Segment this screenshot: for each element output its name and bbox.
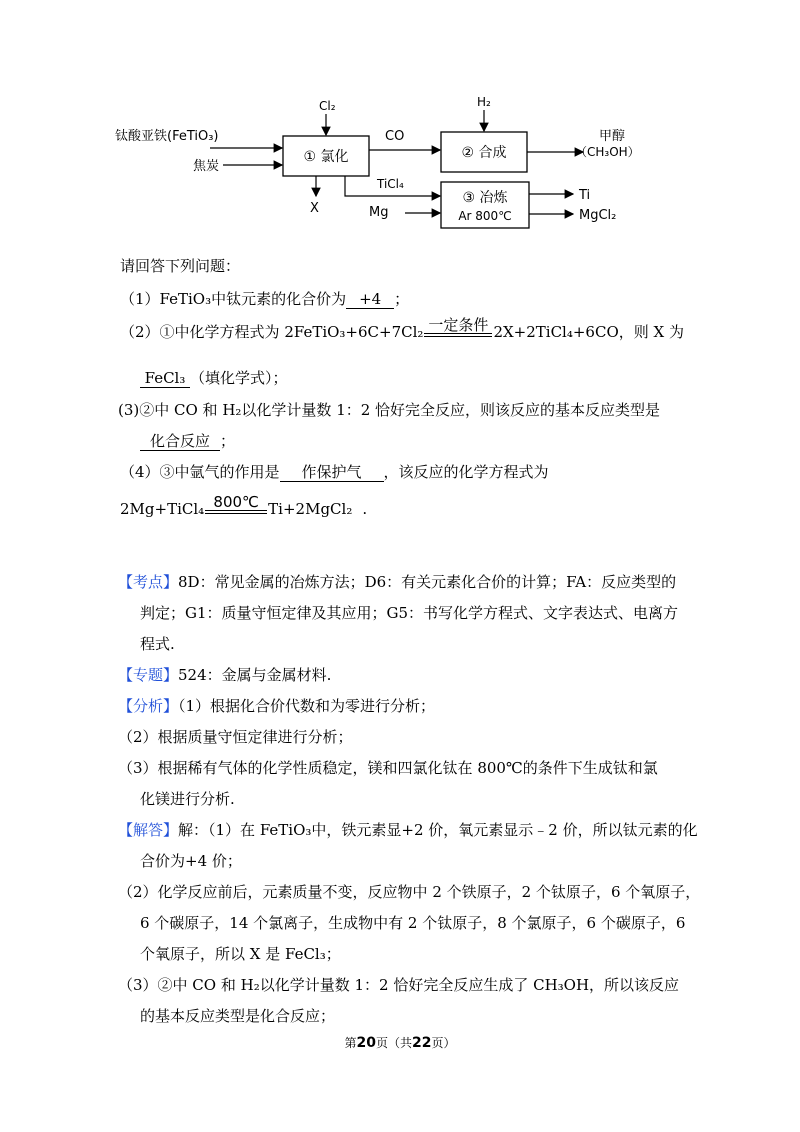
step3-label: ③ 冶炼 xyxy=(462,190,508,206)
question-3-answer-line xyxy=(140,431,235,451)
q1-text: （1）FeTiO₃中钛元素的化合价为 xyxy=(120,290,347,308)
page-footer xyxy=(0,1034,800,1051)
question-4-equation xyxy=(120,494,367,526)
kaodian-tag: 【考点】 xyxy=(118,573,179,591)
fenxi-tag: 【分析】 xyxy=(118,697,179,715)
co-label: CO xyxy=(385,129,405,144)
footer-page-number: 20 xyxy=(356,1035,376,1051)
jieda-text-1: 解：（1）在 FeTiO₃中，铁元素显+2 价，氧元素显示﹣2 价，所以钛元素的化 xyxy=(178,821,698,839)
eq-condition: 800℃ xyxy=(213,493,259,511)
mg-label: Mg xyxy=(369,205,389,220)
q4-equation-answer xyxy=(120,494,362,526)
step3-condition: Ar 800℃ xyxy=(458,209,512,223)
jieda-line-2: 合价为+4 价； xyxy=(140,852,242,870)
jieda-line-3: （2）化学反应前后，元素质量不变，反应物中 2 个铁原子，2 个钛原子，6 个氧原子， xyxy=(118,883,701,901)
zhuanti-line xyxy=(118,665,331,685)
mgcl2-label: MgCl₂ xyxy=(579,208,617,223)
eq-condition-arrow xyxy=(205,494,267,526)
q1-end: ； xyxy=(394,290,410,308)
ti-label: Ti xyxy=(579,188,591,203)
question-1 xyxy=(120,289,409,309)
ticl4-label: TiCl₄ xyxy=(377,177,404,191)
footer-mid: 页（共 xyxy=(375,1036,412,1050)
footer-post: 页） xyxy=(431,1036,456,1050)
q2-condition: 一定条件 xyxy=(428,316,489,334)
q2-answer: FeCl₃ xyxy=(140,370,190,388)
step2-label: ② 合成 xyxy=(461,145,507,161)
jieda-line-1 xyxy=(118,820,698,840)
intro-text: 请回答下列问题： xyxy=(120,257,241,275)
zhuanti-text: 524：金属与金属材料. xyxy=(178,666,332,684)
q1-answer: +4 xyxy=(346,291,394,309)
q3-answer: 化合反应 xyxy=(140,433,220,451)
q2-text: （2）①中化学方程式为 2FeTiO₃+6C+7Cl₂ xyxy=(120,323,424,341)
input-fetio3: 钛酸亚铁(FeTiO₃) xyxy=(115,129,219,144)
jieda-line-7: 的基本反应类型是化合反应； xyxy=(140,1007,336,1025)
q4-text: （4）③中氩气的作用是 xyxy=(120,463,280,481)
question-2 xyxy=(120,317,684,349)
fenxi-line-1 xyxy=(118,696,435,716)
footer-pre: 第 xyxy=(344,1036,357,1050)
q4-answer: 作保护气 xyxy=(280,464,384,482)
eq-right: Ti+2MgCl₂ xyxy=(268,500,353,518)
q2-end: （填化学式）； xyxy=(190,369,288,387)
fenxi-line-2: （2）根据质量守恒定律进行分析； xyxy=(118,728,353,746)
eq-left: 2Mg+TiCl₄ xyxy=(120,500,205,518)
q4-text-right: ，该反应的化学方程式为 xyxy=(383,463,549,481)
zhuanti-tag: 【专题】 xyxy=(118,666,179,684)
methanol-label: 甲醇 xyxy=(599,129,626,144)
jieda-line-6: （3）②中 CO 和 H₂以化学计量数 1：2 恰好完全反应生成了 CH₃OH，所以该反应 xyxy=(118,976,680,994)
fenxi-line-4: 化镁进行分析. xyxy=(140,790,235,808)
x-label: X xyxy=(310,201,319,216)
methanol-formula: （CH₃OH） xyxy=(575,145,640,159)
step1-label: ① 氯化 xyxy=(303,149,349,165)
fenxi-text-1: （1）根据化合价代数和为零进行分析； xyxy=(178,697,436,715)
input-coke: 焦炭 xyxy=(193,159,220,174)
kaodian-line-2: 判定；G1：质量守恒定律及其应用；G5：书写化学方程式、文字表达式、电离方 xyxy=(140,604,679,622)
fenxi-line-3: （3）根据稀有气体的化学性质稳定，镁和四氯化钛在 800℃的条件下生成钛和氯 xyxy=(118,759,658,777)
cl2-label: Cl₂ xyxy=(319,99,336,113)
question-2-answer-line xyxy=(140,368,288,388)
footer-total-pages: 22 xyxy=(412,1035,432,1051)
jieda-tag: 【解答】 xyxy=(118,821,179,839)
jieda-line-5: 个氧原子，所以 X 是 FeCl₃； xyxy=(140,945,341,963)
q2-text-right: 2X+2TiCl₄+6CO，则 X 为 xyxy=(493,323,684,341)
q2-condition-arrow xyxy=(424,317,492,349)
process-flow-diagram xyxy=(105,88,665,248)
h2-label: H₂ xyxy=(477,95,491,109)
question-4 xyxy=(120,462,549,482)
question-3: (3)②中 CO 和 H₂以化学计量数 1：2 恰好完全反应，则该反应的基本反应类型是 xyxy=(118,401,661,419)
kaodian-text-1: 8D：常见金属的冶炼方法；D6：有关元素化合价的计算；FA：反应类型的 xyxy=(178,573,677,591)
eq-end: . xyxy=(362,500,368,518)
kaodian-line-1 xyxy=(118,572,676,592)
kaodian-line-3: 程式. xyxy=(140,635,175,653)
jieda-line-4: 6 个碳原子，14 个氯离子，生成物中有 2 个钛原子，8 个氯原子，6 个碳原子，6 xyxy=(140,914,686,932)
q3-end: ； xyxy=(220,432,236,450)
